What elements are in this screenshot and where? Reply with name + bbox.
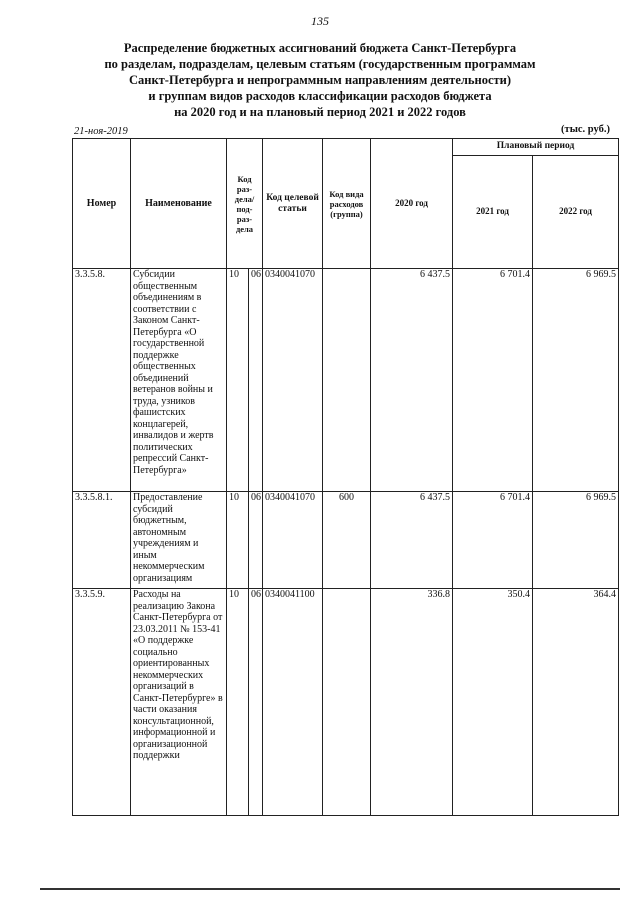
row-subsection: 06 bbox=[249, 269, 263, 492]
budget-table bbox=[72, 138, 619, 816]
row-section: 10 bbox=[227, 492, 249, 589]
row-target: 0340041100 bbox=[263, 589, 323, 816]
header-2020: 2020 год bbox=[371, 139, 453, 269]
row-number: 3.3.5.9. bbox=[73, 589, 131, 816]
row-2020: 6 437.5 bbox=[371, 269, 453, 492]
title-line: Распределение бюджетных ассигнований бюджета Санкт-Петербурга bbox=[123, 41, 517, 55]
row-2021: 6 701.4 bbox=[453, 492, 533, 589]
unit-label: (тыс. руб.) bbox=[561, 124, 610, 135]
row-2021: 6 701.4 bbox=[453, 269, 533, 492]
row-name: Субсидии общественным объединениям в соответствии с Законом Санкт-Петербурга «О государственной поддержке общественных объединений ветеранов войны и труда, узников фашистских концлагерей, инвалидов и жертв политических репрессий Санкт-Петербурга» bbox=[131, 269, 227, 492]
row-target: 0340041070 bbox=[263, 269, 323, 492]
header-2021: 2021 год bbox=[453, 156, 533, 269]
document-date: 21-ноя-2019 bbox=[74, 126, 128, 137]
table-row bbox=[73, 269, 619, 492]
row-expense-type bbox=[323, 589, 371, 816]
header-expense-type-code: Код вида расходов (группа) bbox=[323, 139, 371, 269]
header-number: Номер bbox=[73, 139, 131, 269]
row-2022: 6 969.5 bbox=[533, 492, 619, 589]
title-line: на 2020 год и на плановый период 2021 и 2022 годов bbox=[174, 105, 466, 119]
header-name: Наименование bbox=[131, 139, 227, 269]
row-2022: 364.4 bbox=[533, 589, 619, 816]
row-name: Расходы на реализацию Закона Санкт-Петербурга от 23.03.2011 № 153-41 «О поддержке социально ориентированных некоммерческих организаций в Санкт-Петербурге» в части оказания консультационной, информационной и организационной поддержки bbox=[131, 589, 227, 816]
header-target-code: Код целевой статьи bbox=[263, 139, 323, 269]
row-subsection: 06 bbox=[249, 492, 263, 589]
row-2021: 350.4 bbox=[453, 589, 533, 816]
row-number: 3.3.5.8. bbox=[73, 269, 131, 492]
row-subsection: 06 bbox=[249, 589, 263, 816]
row-section: 10 bbox=[227, 589, 249, 816]
document-title bbox=[60, 40, 580, 120]
row-expense-type bbox=[323, 269, 371, 492]
header-planned-period: Плановый период bbox=[453, 139, 619, 156]
row-number: 3.3.5.8.1. bbox=[73, 492, 131, 589]
page-bottom-divider bbox=[40, 888, 620, 890]
table-header-row bbox=[73, 139, 619, 156]
title-line: и группам видов расходов классификации расходов бюджета bbox=[148, 89, 492, 103]
row-name: Предоставление субсидий бюджетным, автономным учреждениям и иным некоммерческим организациям bbox=[131, 492, 227, 589]
row-2020: 6 437.5 bbox=[371, 492, 453, 589]
title-line: по разделам, подразделам, целевым статьям (государственным программам bbox=[104, 57, 536, 71]
row-2022: 6 969.5 bbox=[533, 269, 619, 492]
row-expense-type: 600 bbox=[323, 492, 371, 589]
page-number: 135 bbox=[311, 14, 329, 28]
header-2022: 2022 год bbox=[533, 156, 619, 269]
row-2020: 336.8 bbox=[371, 589, 453, 816]
row-section: 10 bbox=[227, 269, 249, 492]
row-target: 0340041070 bbox=[263, 492, 323, 589]
header-section-code: Код раз-дела/ под-раз-дела bbox=[227, 139, 263, 269]
table-row bbox=[73, 589, 619, 816]
table-row bbox=[73, 492, 619, 589]
title-line: Санкт-Петербурга и непрограммным направлениям деятельности) bbox=[128, 73, 511, 87]
